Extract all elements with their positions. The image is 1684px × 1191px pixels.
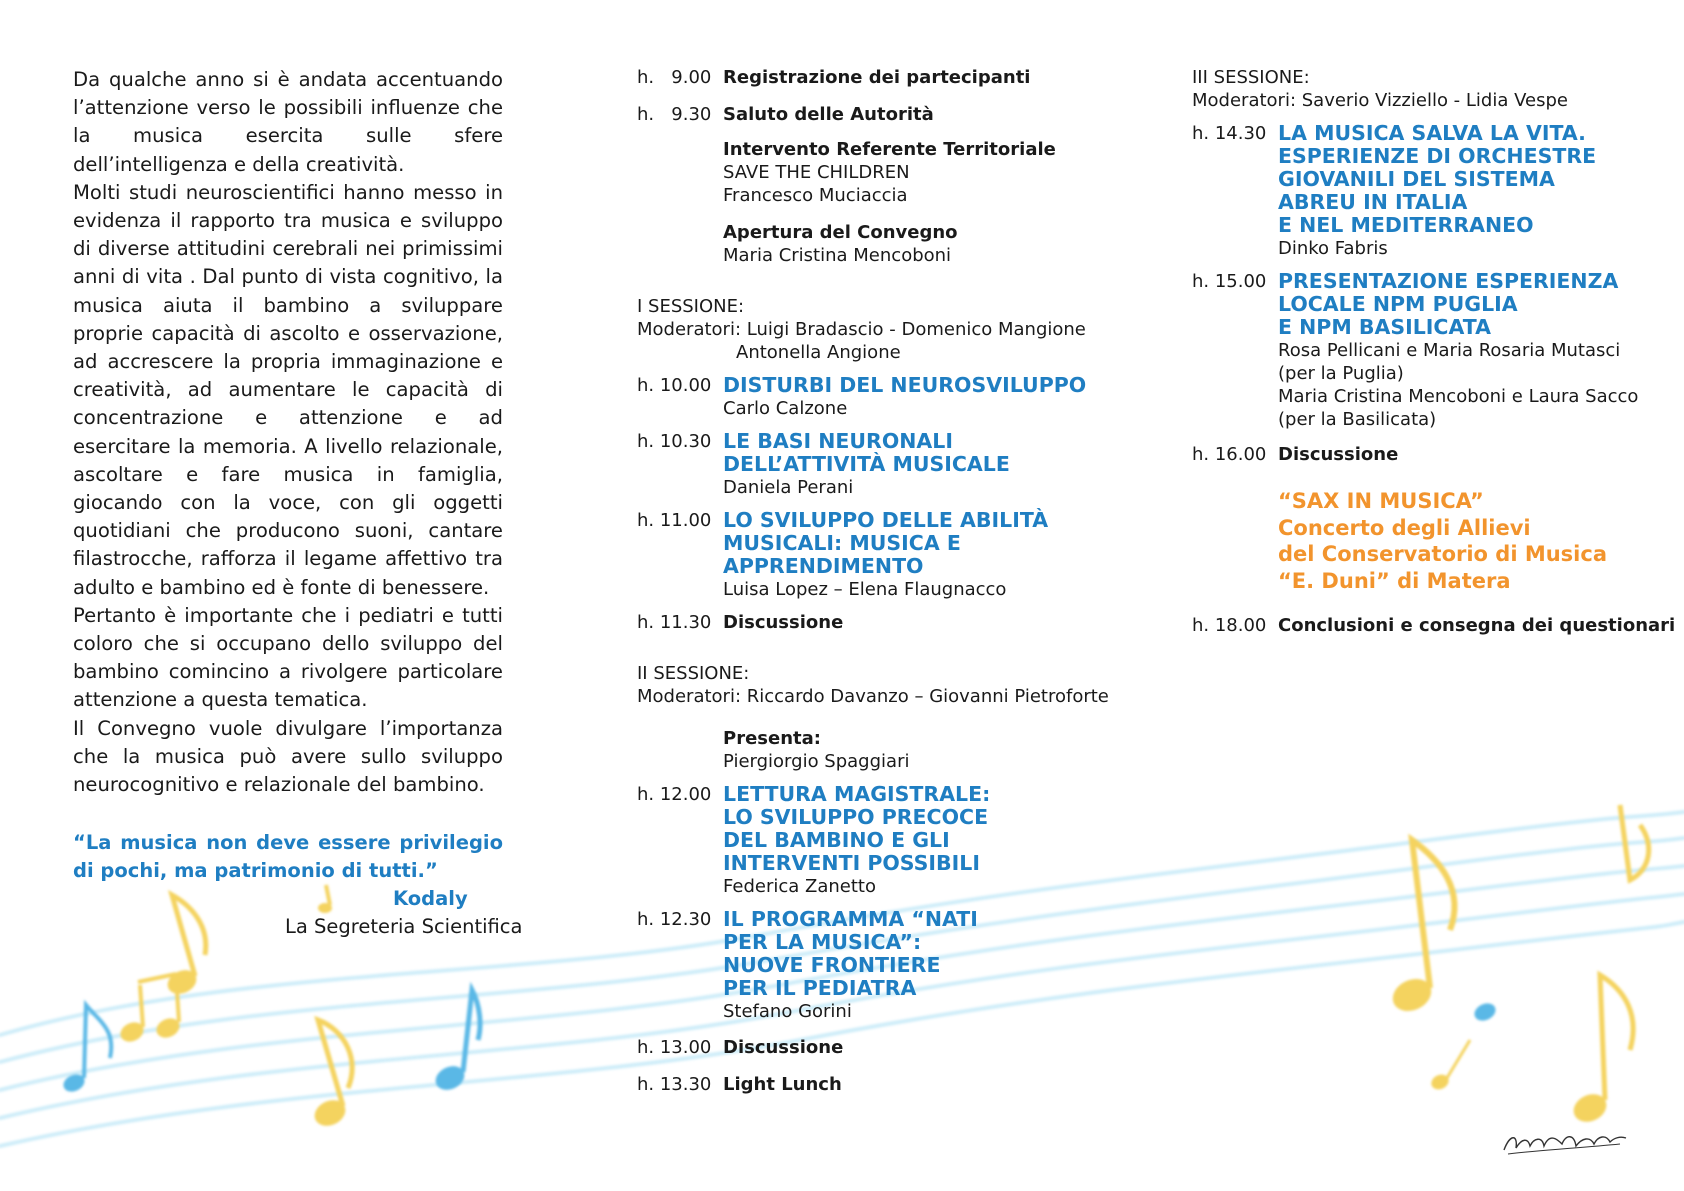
- program-item: [637, 908, 1097, 1023]
- time-label: h. 13.00: [637, 1037, 712, 1058]
- talk-speaker-note: (per la Puglia): [1278, 363, 1404, 384]
- talk-title: PER LA MUSICA”:: [723, 930, 922, 954]
- time-label: h. 11.00: [637, 510, 712, 531]
- concert-line: “E. Duni” di Matera: [1278, 568, 1511, 593]
- talk-title: ABREU IN ITALIA: [1278, 190, 1468, 214]
- eighth-note-icon: [1429, 1040, 1470, 1092]
- concert-title: “SAX IN MUSICA”: [1278, 489, 1484, 513]
- quote-author: Kodaly: [393, 887, 468, 911]
- session-moderators: Moderatori: Riccardo Davanzo – Giovanni Pietroforte: [637, 686, 1109, 707]
- session-label: II SESSIONE:: [637, 663, 750, 684]
- time-label: h. 10.30: [637, 431, 712, 452]
- session-header: [637, 662, 1109, 708]
- session-header: [1192, 66, 1662, 112]
- time-label: h. 15.00: [1192, 271, 1267, 292]
- item-title: Discussione: [723, 612, 844, 633]
- talk-title: MUSICALI: MUSICA E: [723, 531, 961, 555]
- session-label: III SESSIONE:: [1192, 67, 1310, 88]
- artist-signature: [1500, 1120, 1630, 1160]
- session-header: [637, 295, 1097, 364]
- session-moderators: Antonella Angione: [736, 342, 901, 363]
- item-org: SAVE THE CHILDREN: [723, 162, 910, 183]
- program-item: [1192, 270, 1662, 431]
- talk-title: APPRENDIMENTO: [723, 554, 924, 578]
- talk-speaker: Daniela Perani: [723, 477, 854, 498]
- intro-column: [73, 66, 503, 913]
- eighth-note-icon: [1472, 1000, 1499, 1024]
- time-label: h. 10.00: [637, 375, 712, 396]
- talk-title: LO SVILUPPO DELLE ABILITÀ: [723, 508, 1049, 532]
- time-label: h. 13.30: [637, 1074, 712, 1095]
- talk-title: IL PROGRAMMA “NATI: [723, 907, 978, 931]
- item-speaker: Maria Cristina Mencoboni: [723, 245, 952, 266]
- talk-title: PER IL PEDIATRA: [723, 976, 917, 1000]
- time-label: h. 18.00: [1192, 615, 1267, 636]
- talk-title: LA MUSICA SALVA LA VITA.: [1278, 121, 1586, 145]
- talk-title: ESPERIENZE DI ORCHESTRE: [1278, 144, 1597, 168]
- time-label: h. 11.30: [637, 612, 712, 633]
- talk-speaker: Dinko Fabris: [1278, 238, 1388, 259]
- talk-speaker: Stefano Gorini: [723, 1001, 852, 1022]
- talk-title: DISTURBI DEL NEUROSVILUPPO: [723, 373, 1087, 397]
- talk-title: NUOVE FRONTIERE: [723, 953, 941, 977]
- item-title: Intervento Referente Territoriale: [723, 139, 1056, 160]
- eighth-note-icon: [1569, 975, 1633, 1127]
- item-title: Discussione: [1278, 444, 1399, 465]
- program-block: [637, 727, 1097, 773]
- talk-title: LO SVILUPPO PRECOCE: [723, 805, 989, 829]
- item-title: Apertura del Convegno: [723, 222, 958, 243]
- intro-text: [73, 66, 503, 799]
- talk-title: PRESENTAZIONE ESPERIENZA: [1278, 269, 1619, 293]
- talk-title: LOCALE NPM PUGLIA: [1278, 292, 1518, 316]
- concert-line: Concerto degli Allievi: [1278, 515, 1531, 540]
- talk-title: LETTURA MAGISTRALE:: [723, 782, 991, 806]
- talk-title: DELL’ATTIVITÀ MUSICALE: [723, 452, 1010, 476]
- program-item: [1192, 122, 1662, 260]
- program-block: [637, 221, 1097, 267]
- talk-title: GIOVANILI DEL SISTEMA: [1278, 167, 1555, 191]
- program-column-right: [1192, 66, 1676, 637]
- session-moderators: Moderatori: Saverio Vizziello - Lidia Vespe: [1192, 90, 1568, 111]
- signature: La Segreteria Scientifica: [285, 915, 523, 938]
- time-label: h. 14.30: [1192, 123, 1267, 144]
- program-item: [637, 783, 1097, 898]
- program-item: [637, 1073, 1097, 1096]
- program-item: [637, 374, 1097, 420]
- intro-paragraph: Il Convegno vuole divulgare l’importanza che la musica può avere sullo sviluppo neurocognitivo e relazionale del bambino.: [73, 716, 503, 797]
- intro-paragraph: Da qualche anno si è andata accentuando l’attenzione verso le possibili influenze che la musica esercita sulle sfere dell’intelligenza e della creatività.: [73, 68, 503, 176]
- talk-speaker: Rosa Pellicani e Maria Rosaria Mutasci: [1278, 340, 1621, 361]
- item-title: Registrazione dei partecipanti: [723, 67, 1031, 88]
- talk-speaker: Federica Zanetto: [723, 876, 876, 897]
- intro-paragraph: Molti studi neuroscientifici hanno messo in evidenza il rapporto tra musica e sviluppo di diverse attitudini cerebrali nei primissimi anni di vita . Dal punto di vista cognitivo, la musica aiuta il bambino a sviluppare proprie capacità di ascolto e osservazione, ad accrescere la propria immaginazione e creatività, ad aumentare le capacità di concentrazione e attenzione e ad esercitare la memoria. A livello relazionale, ascoltare e fare musica in famiglia, giocando con la voce, con gli oggetti quotidiani che producono suoni, cantare filastrocche, rafforza il legame affettivo tra adulto e bambino ed è fonte di benessere.: [73, 180, 503, 599]
- program-column-middle: [637, 66, 1109, 1096]
- talk-title: INTERVENTI POSSIBILI: [723, 851, 980, 875]
- quote: “La musica non deve essere privilegio di pochi, ma patrimonio di tutti.”: [73, 831, 503, 883]
- session-label: I SESSIONE:: [637, 296, 745, 317]
- program-item: [637, 103, 1097, 126]
- program-item: [637, 611, 1097, 634]
- time-label: h. 9.30: [637, 104, 712, 125]
- program-item: [1192, 614, 1676, 637]
- intro-paragraph: Pertanto è importante che i pediatri e tutti coloro che si occupano dello sviluppo del bambino comincino a rivolgere particolare attenzione a questa tematica.: [73, 603, 503, 712]
- session-moderators: Moderatori: Luigi Bradascio - Domenico Mangione: [637, 319, 1086, 340]
- program-item: [637, 66, 1097, 89]
- time-label: h. 12.00: [637, 784, 712, 805]
- concert-block: [1192, 488, 1662, 594]
- item-speaker: Piergiorgio Spaggiari: [723, 751, 910, 772]
- item-speaker: Francesco Muciaccia: [723, 185, 908, 206]
- program-item: [637, 1036, 1097, 1059]
- program-item: [1192, 443, 1662, 466]
- talk-speaker-note: (per la Basilicata): [1278, 409, 1437, 430]
- item-title: Presenta:: [723, 728, 821, 749]
- program-item: [637, 509, 1097, 601]
- eighth-note-icon: [432, 990, 480, 1094]
- talk-title: DEL BAMBINO E GLI: [723, 828, 950, 852]
- time-label: h. 9.00: [637, 67, 712, 88]
- item-title: Discussione: [723, 1037, 844, 1058]
- item-title: Saluto delle Autorità: [723, 104, 934, 125]
- item-title: Light Lunch: [723, 1074, 842, 1095]
- talk-speaker: Luisa Lopez – Elena Flaugnacco: [723, 579, 1007, 600]
- item-title: Conclusioni e consegna dei questionari: [1278, 615, 1676, 636]
- time-label: h. 16.00: [1192, 444, 1267, 465]
- time-label: h. 12.30: [637, 909, 712, 930]
- concert-line: del Conservatorio di Musica: [1278, 542, 1607, 566]
- talk-speaker: Carlo Calzone: [723, 398, 848, 419]
- talk-title: E NPM BASILICATA: [1278, 315, 1492, 339]
- talk-title: LE BASI NEURONALI: [723, 429, 953, 453]
- talk-speaker: Maria Cristina Mencoboni e Laura Sacco: [1278, 386, 1639, 407]
- program-item: [637, 430, 1097, 499]
- program-block: [637, 138, 1097, 207]
- talk-title: E NEL MEDITERRANEO: [1278, 213, 1534, 237]
